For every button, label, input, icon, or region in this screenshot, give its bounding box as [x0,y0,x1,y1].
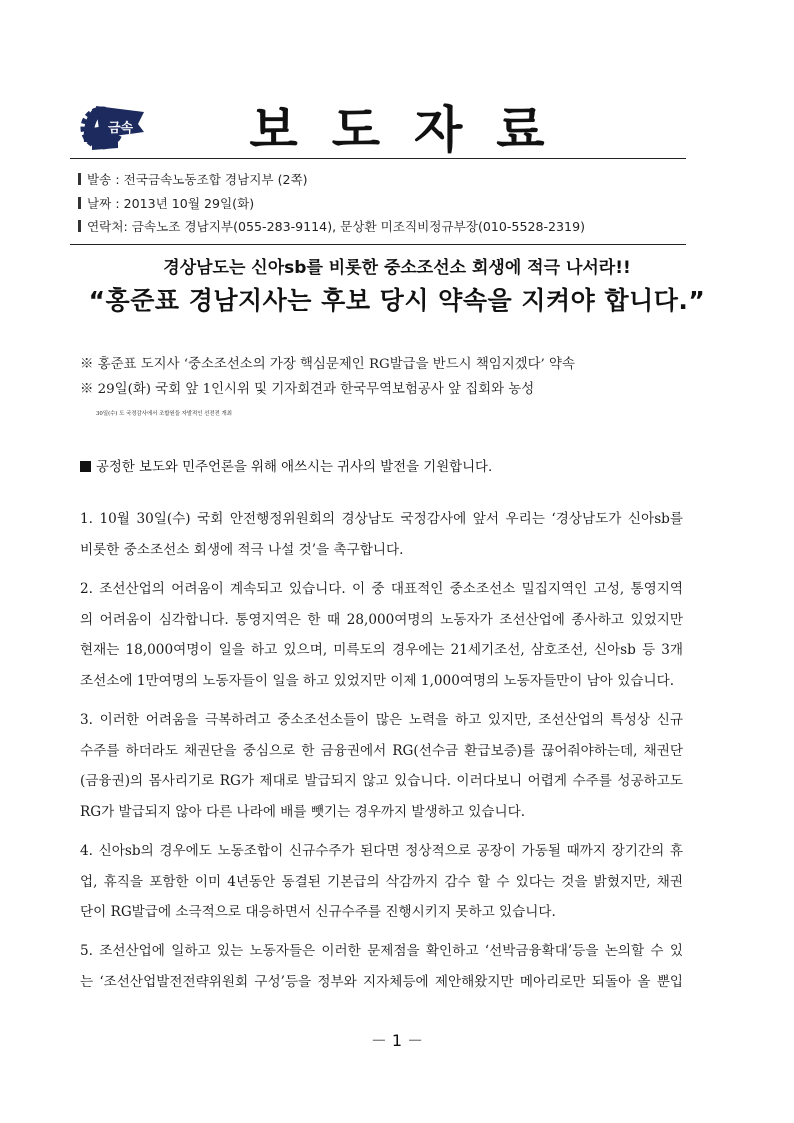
header-rule-bottom [70,244,686,245]
paragraph-1 [80,504,683,565]
paragraph-line: 5. 조선산업에 일하고 있는 노동자들은 이러한 문제점을 확인하고 ‘선박금융확대’등을 논의할 수 있 [80,943,683,959]
press-meta [78,168,688,239]
meta-contact [78,215,688,239]
paragraph-5 [80,936,683,997]
paragraph-line: 는 ‘조선산업발전전략위원회 구성’등을 정부와 지자체등에 제안해왔지만 메아리로만 되돌아 올 뿐입 [80,973,683,990]
paragraph-2 [80,574,683,696]
meta-contact-text: 연락처: 금속노조 경남지부(055-283-9114), 문상환 미조직비정규부장(010-5528-2319) [87,219,585,234]
note-line: 30일(수) 도 국정감사에서 조합원들 자발적인 선전전 개최 [96,411,232,417]
square-bullet-icon [80,461,91,472]
meta-sender-text: 발송 : 전국금속노동조합 경남지부 (2쪽) [87,172,308,187]
paragraph-line: 업, 휴직을 포함한 이미 4년동안 동결된 기본급의 삭감까지 감수 할 수 있다는 것을 밝혔지만, 채권 [80,873,683,890]
paragraph-line: 2. 조선산업의 어려움이 계속되고 있습니다. 이 중 대표적인 중소조선소 밀집지역인 고성, 통영지역 [80,581,683,597]
bullet-bar [78,220,81,232]
headline: “홍준표 경남지사는 후보 당시 약속을 지켜야 합니다.” [88,286,706,315]
meta-sender [78,168,688,192]
paragraph-4 [80,836,683,928]
page-title: 보도자료 [249,101,579,159]
paragraph-line: 단이 RG발급에 소극적으로 대응하면서 신규수주를 진행시키지 못하고 있습니다. [80,904,556,920]
header-rule-top [70,158,686,159]
meta-date-text: 날짜 : 2013년 10월 29일(화) [87,195,255,211]
paragraph-line: 수주를 하더라도 채권단을 중심으로 한 금융권에서 RG(선수금 환급보증)를 끊어줘야하는데, 채권단 [80,742,683,759]
note-line: ※ 29일(화) 국회 앞 1인시위 및 기자회견과 한국무역보험공사 앞 집회와 농성 [80,382,535,397]
meta-date [78,192,688,216]
note-line: ※ 홍준표 도지사 ‘중소조선소의 가장 핵심문제인 RG발급을 반드시 책임지겠다’ 약속 [80,357,575,372]
paragraph-line: 조선소에 1만여명의 노동자들이 일을 하고 있었지만 이제 1,000여명의 노동자들만이 남아 있습니다. [80,672,675,689]
bullet-bar [78,173,81,185]
logo-lettering: 금속 [108,121,134,136]
paragraph-line: RG가 발급되지 않아 다른 나라에 배를 뺏기는 경우까지 발생하고 있습니다. [80,803,526,820]
paragraph-line: 3. 이러한 어려움을 극복하려고 중소조선소들이 많은 노력을 하고 있지만, 조선산업의 특성상 신규 [80,712,683,728]
paragraph-line: 의 어려움이 심각합니다. 통영지역은 한 때 28,000여명의 노동자가 조선산업에 종사하고 있었지만 [80,611,683,628]
paragraph-line: 비롯한 중소조선소 회생에 적극 나설 것’을 촉구합니다. [80,541,404,558]
paragraph-line: 1. 10월 30일(수) 국회 안전행정위원회의 경상남도 국정감사에 앞서 우리는 ‘경상남도가 신아sb를 [80,511,683,527]
greeting [80,456,700,480]
subheadline: 경상남도는 신아sb를 비롯한 중소조선소 회생에 적극 나서라!! [163,258,631,278]
paragraph-line: (금융권)의 몸사리기로 RG가 제대로 발급되지 않고 있습니다. 이러다보니 어렵게 수주를 성공하고도 [80,773,683,789]
summary-notes [80,352,700,427]
greeting-text: 공정한 보도와 민주언론을 위해 애쓰시는 귀사의 발전을 기원합니다. [96,460,493,475]
paragraph-line: 4. 신아sb의 경우에도 노동조합이 신규수주가 된다면 정상적으로 공장이 가동될 때까지 장기간의 휴 [80,843,683,859]
page-number: － 1 － [370,1031,424,1050]
paragraph-line: 현재는 18,000여명이 일을 하고 있으며, 미륵도의 경우에는 21세기조선, 삼호조선, 신아sb 등 3개 [80,642,683,658]
paragraph-3 [80,705,683,827]
bullet-bar [78,197,81,209]
